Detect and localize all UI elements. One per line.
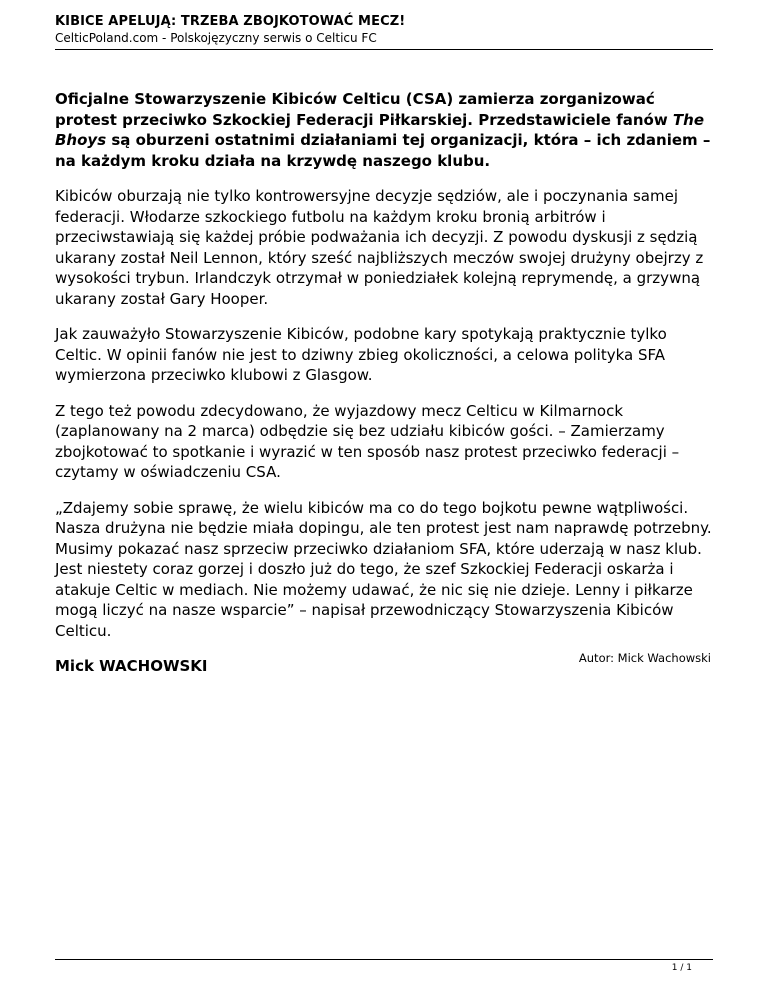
- paragraph-1: Kibiców oburzają nie tylko kontrowersyjne decyzje sędziów, ale i poczynania samej federacji. Włodarze szkockiego futbolu na każdym kroku bronią arbitrów i przeciwstawiają się każdej próbie podważania ich decyzji. Z powodu dyskusji z sędzią ukarany został Neil Lennon, który sześć najbliższych meczów swojej drużyny obejrzy z wysokości trybun. Irlandczyk otrzymał w poniedziałek kolejną reprymendę, a grzywną ukarany został Gary Hooper.: [55, 187, 704, 308]
- lead-text-part2: są oburzeni ostatnimi działaniami tej organizacji, która – ich zdaniem – na każdym kroku działa na krzywdę naszego klubu.: [55, 131, 711, 170]
- page-header: [55, 14, 713, 50]
- page-number: 1 / 1: [671, 963, 692, 973]
- article-lead: [55, 89, 717, 171]
- article-title: KIBICE APELUJĄ: TRZEBA ZBOJKOTOWAĆ MECZ!: [55, 14, 406, 29]
- paragraph-3: Z tego też powodu zdecydowano, że wyjazdowy mecz Celticu w Kilmarnock (zaplanowany na 2 marca) odbędzie się bez udziału kibiców gości. – Zamierzamy zbojkotować to spotkanie i wyrazić w ten sposób nasz protest przeciwko federacji – czytamy w oświadczeniu CSA.: [55, 401, 680, 481]
- lead-italic-team-name: The Bhoys: [55, 110, 705, 149]
- footer-divider: [55, 959, 713, 960]
- article-body: [55, 89, 717, 676]
- paragraph-2: Jak zauważyło Stowarzyszenie Kibiców, podobne kary spotykają praktycznie tylko Celtic. W opinii fanów nie jest to dziwny zbieg okoliczności, a celowa polityka SFA wymierzona przeciwko klubowi z Glasgow.: [55, 325, 667, 384]
- lead-text-part1: Oficjalne Stowarzyszenie Kibiców Celticu (CSA) zamierza zorganizować protest przeciwko Szkockiej Federacji Piłkarskiej. Przedstawiciele fanów: [55, 90, 673, 129]
- author-line: Autor: Mick Wachowski: [578, 651, 711, 665]
- paragraph-4-quote: „Zdajemy sobie sprawę, że wielu kibiców ma co do tego bojkotu pewne wątpliwości. Nasza drużyna nie będzie miała dopingu, ale ten protest jest nam naprawdę potrzebny. Musimy pokazać nasz sprzeciw przeciwko działaniom SFA, które uderzają w nasz klub. Jest niestety coraz gorzej i doszło już do tego, że szef Szkockiej Federacji oskarża i atakuje Celtic w mediach. Nie możemy udawać, że nic się nie dzieje. Lenny i piłkarze mogą liczyć na nasze wsparcie” – napisał przewodniczący Stowarzyszenia Kibiców Celticu.: [55, 498, 712, 640]
- site-subtitle: CelticPoland.com - Polskojęzyczny serwis o Celticu FC: [55, 31, 377, 45]
- article-signature: Mick WACHOWSKI: [55, 657, 208, 675]
